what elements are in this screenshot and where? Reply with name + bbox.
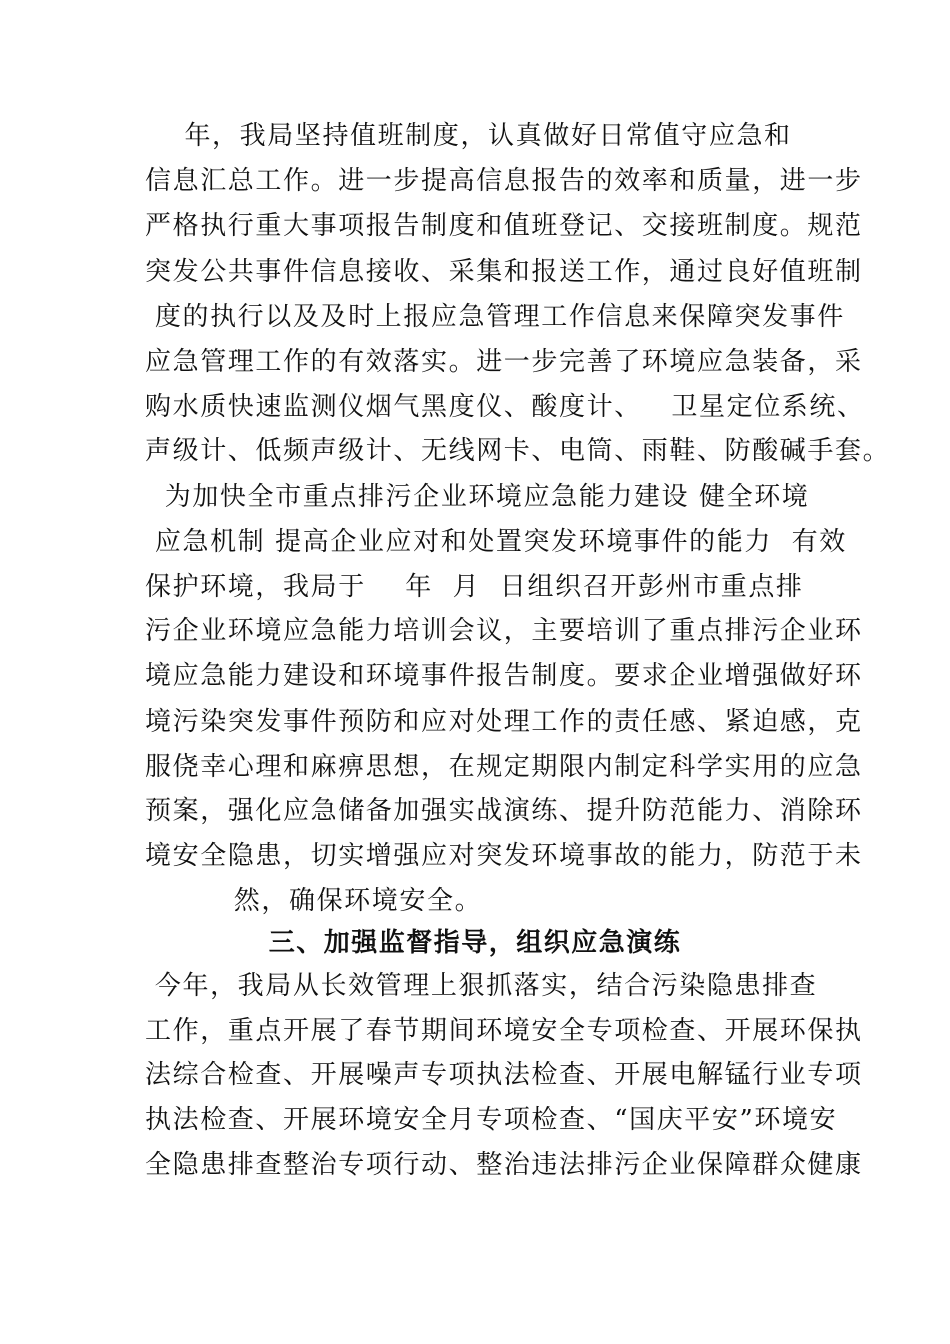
paragraph-line: 突发公共事件信息接收、采集和报送工作，通过良好值班制 (145, 257, 863, 287)
paragraph-line: 然，确保环境安全。 (145, 886, 483, 916)
paragraph-line: 年，我局坚持值班制度，认真做好日常值守应急和 (145, 121, 792, 151)
paragraph-line: 境安全隐患，切实增强应对突发环境事故的能力，防范于未 (145, 841, 863, 871)
paragraph-line: 声级计、低频声级计、无线网卡、电筒、雨鞋、防酸碱手套。 (145, 436, 891, 466)
paragraph-line: 境应急能力建设和环境事件报告制度。要求企业增强做好环 (145, 661, 863, 691)
paragraph-line: 度的执行以及及时上报应急管理工作信息来保障突发事件 (145, 302, 845, 332)
paragraph-line: 应急管理工作的有效落实。进一步完善了环境应急装备，采 (145, 347, 863, 377)
paragraph-line: 为加快全市重点排污企业环境应急能力建设 健全环境 (145, 482, 810, 512)
paragraph-line: 法综合检查、开展噪声专项执法检查、开展电解锰行业专项 (145, 1060, 863, 1090)
paragraph-line: 污企业环境应急能力培训会议，主要培训了重点排污企业环 (145, 616, 863, 646)
paragraph-line: 全隐患排查整治专项行动、整治违法排污企业保障群众健康 (145, 1150, 863, 1180)
paragraph-line: 执法检查、开展环境安全月专项检查、“国庆平安”环境安 (145, 1105, 838, 1135)
paragraph-line: 应急机制 提高企业应对和处置突发环境事件的能力 有效 (145, 527, 847, 557)
paragraph-line: 购水质快速监测仪烟气黑度仪、酸度计、 卫星定位系统、 (145, 392, 865, 422)
paragraph-line: 工作，重点开展了春节期间环境安全专项检查、开展环保执 (145, 1016, 863, 1046)
paragraph-line: 境污染突发事件预防和应对处理工作的责任感、紧迫感，克 (145, 707, 863, 737)
paragraph-line: 严格执行重大事项报告制度和值班登记、交接班制度。规范 (145, 211, 863, 241)
section-heading: 三、加强监督指导，组织应急演练 (268, 928, 682, 958)
paragraph-line: 服侥幸心理和麻痹思想，在规定期限内制定科学实用的应急 (145, 752, 863, 782)
paragraph-line: 保护环境，我局于 年 月 日组织召开彭州市重点排 (145, 572, 804, 602)
paragraph-line: 今年，我局从长效管理上狠抓落实，结合污染隐患排查 (145, 971, 818, 1001)
paragraph-line: 预案，强化应急储备加强实战演练、提升防范能力、消除环 (145, 796, 863, 826)
paragraph-line: 信息汇总工作。进一步提高信息报告的效率和质量，进一步 (145, 166, 863, 196)
